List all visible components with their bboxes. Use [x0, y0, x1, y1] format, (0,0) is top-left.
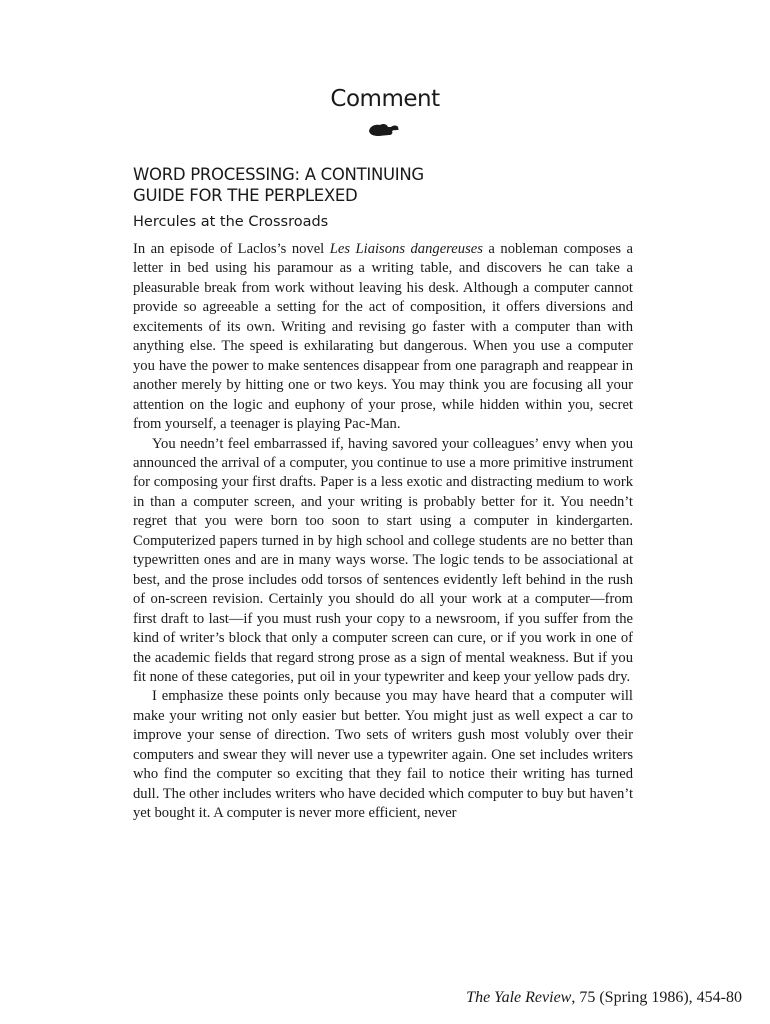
paragraph-3: I emphasize these points only because you may have heard that a computer will make your writing not only easier but better. You might just as well expect a car to improve your sense of direction. Two sets of writers gush most volubly over their computers and swear they will never use a typewriter again. One set includes writers who find the computer so exciting that they fail to notice their writing has turned dull. The other includes writers who have decided which computer to buy but haven’t yet bought it. A computer is never more efficient, never	[133, 688, 633, 822]
paragraph-1-rest: a nobleman composes a letter in bed using his paramour as a writing table, and discovers he can take a pleasurable break from work without leaving his desk. Although a computer cannot provide so agreeable a setting for the act of composition, it offers diversions and excitements of its own. Writing and revising go faster with a computer than with anything else. The speed is exhilarating but dangerous. When you use a computer you have the power to make sentences disappear from one paragraph and reappear in another merely by hitting one or two keys. You may think you are focusing all your attention on the logic and euphony of your prose, while hidden within you, secret from yourself, a teenager is playing Pac-Man.	[133, 241, 633, 433]
page-title: Comment	[330, 86, 440, 112]
paragraph-1	[133, 240, 633, 435]
article-body	[133, 240, 633, 824]
novel-title: Les Liaisons dangereuses	[329, 241, 483, 257]
section-subheading: Hercules at the Crossroads	[133, 214, 329, 230]
journal-citation	[466, 989, 742, 1007]
journal-name: The Yale Review	[466, 989, 572, 1006]
citation-details: , 75 (Spring 1986), 454-80	[571, 989, 742, 1006]
article-heading-line-1: WORD PROCESSING: A CONTINUING	[133, 165, 424, 184]
article-heading-line-2: GUIDE FOR THE PERPLEXED	[133, 186, 358, 205]
paragraph-2: You needn’t feel embarrassed if, having savored your colleagues’ envy when you announced the arrival of a computer, you continue to use a more primitive instrument for composing your first drafts. Paper is a less exotic and distracting medium to work in than a computer screen, and your writing is probably better for it. You needn’t regret that you were born too soon to start using a computer in kindergarten. Computerized papers turned in by high school and college students are no better than typewritten ones and are in many ways worse. The logic tends to be associational at best, and the prose includes odd torsos of sentences evidently left behind in the rush of on-screen revision. Certainly you should do all your work at a computer—from first draft to last—if you must rush your copy to a newsroom, if you suffer from the kind of writer’s block that only a computer screen can cure, or if you work in one of the academic fields that regard strong prose as a sign of mental weakness. But if you fit none of these categories, put oil in your typewriter and keep your yellow pads dry.	[133, 435, 633, 685]
article-heading	[133, 164, 424, 206]
hand-pointer-icon	[367, 119, 401, 139]
paragraph-1-start: In an episode of Laclos’s novel	[133, 241, 330, 257]
